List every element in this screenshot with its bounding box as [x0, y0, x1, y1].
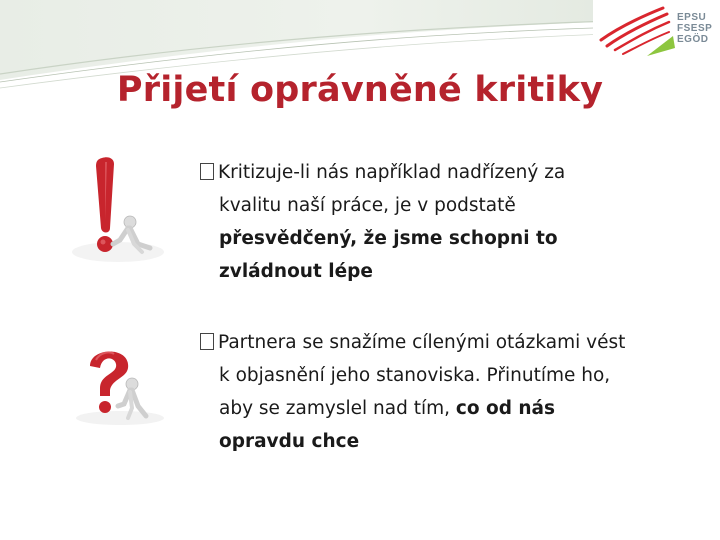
bullet-text-bold: přesvědčený, že jsme schopni to — [219, 228, 558, 249]
bullet-text-bold: opravdu chce — [219, 431, 360, 452]
bullet-line — [200, 359, 690, 392]
bullet-line — [200, 222, 690, 255]
slide-title: Přijetí oprávněné kritiky — [116, 70, 604, 110]
bullet-item-questions — [200, 326, 690, 458]
exclamation-figure-icon — [58, 148, 174, 270]
bullet-text: aby se zamyslel nad tím, — [219, 398, 456, 419]
logo-text — [677, 12, 712, 45]
bullet-line — [200, 156, 690, 189]
bullet-text: k objasnění jeho stanoviska. Přinutíme ho, — [219, 365, 611, 386]
bullet-line — [200, 425, 690, 458]
logo-line-1: EPSU — [677, 12, 707, 23]
bullet-line — [200, 189, 690, 222]
bullet-item-criticism — [200, 156, 690, 288]
bullet-text: Kritizuje-li nás například nadřízený za — [218, 162, 566, 183]
bullet-text-bold: zvládnout lépe — [219, 261, 373, 282]
bullet-marker-icon — [200, 163, 214, 180]
logo-swoosh-icon — [593, 0, 677, 60]
bullet-text: kvalitu naší práce, je v podstatě — [219, 195, 516, 216]
bullet-text: Partnera se snažíme cílenými otázkami vést — [218, 332, 626, 353]
question-figure-icon — [68, 340, 172, 428]
bullet-line — [200, 326, 690, 359]
logo-line-2: FSESP — [677, 23, 713, 34]
bullet-line — [200, 255, 690, 288]
logo-line-3: EGÖD — [677, 34, 709, 45]
bullet-marker-icon — [200, 333, 214, 350]
bullet-text-bold: co od nás — [455, 398, 556, 419]
epsu-logo — [593, 0, 720, 60]
bullet-line — [200, 392, 690, 425]
